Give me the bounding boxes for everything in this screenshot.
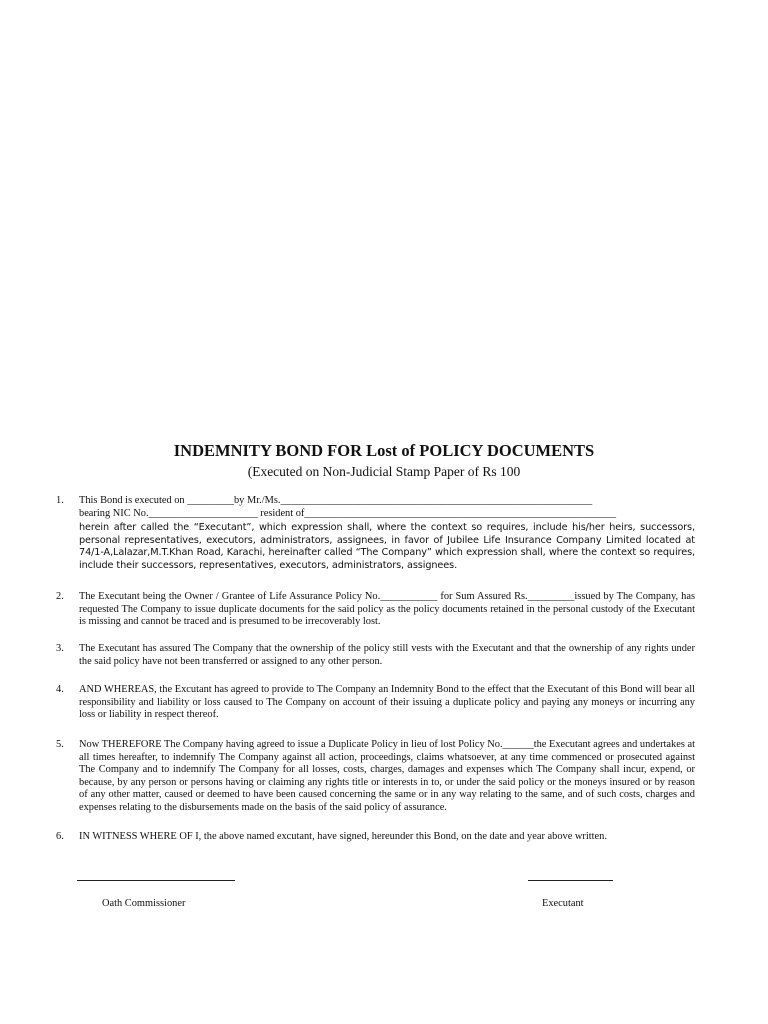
clause-number: 2. <box>56 591 64 602</box>
clause-1-line-2: bearing NIC No._____________________ resident of____________________________________________________________ <box>79 507 617 519</box>
oath-commissioner-label: Oath Commissioner <box>102 898 186 909</box>
clause-body: Now THEREFORE The Company having agreed to issue a Duplicate Policy in lieu of lost Policy No.______the Executant agrees and undertakes at all times hereafter, to indemnify The Company against all action, proceedings, claims whatsoever, at any time commenced or prosecuted against The Company and to indemnify The Company for all losses, costs, charges, damages and expenses which The Company shall incur, expend, or because, by any person or persons having or claiming any rights title or interests in to, or under the said policy or the moneys insured or by reason of any other matter, caused or deemed to have been caused concerning the same or in any way relating to the same, and of such costs, charges and expenses relating to the disbursements made on the basis of the said policy of assurance. <box>79 739 695 813</box>
clause-number: 6. <box>56 831 64 842</box>
document-subtitle: (Executed on Non-Judicial Stamp Paper of Rs 100 <box>247 464 521 479</box>
clause-number: 5. <box>56 739 64 750</box>
clause-body: IN WITNESS WHERE OF I, the above named excutant, have signed, hereunder this Bond, on the date and year above written. <box>79 831 607 842</box>
executant-label: Executant <box>542 898 584 909</box>
clause-number: 3. <box>56 643 64 654</box>
clause-body <box>79 495 695 573</box>
clause-number: 1. <box>56 495 64 506</box>
clause-1-text: herein after called the “Executant”, which expression shall, where the context so requires, include his/her heirs, successors, personal representatives, executors, administrators, assignees, in favor of Jubilee Life Insurance Company Limited located at 74/1-A,Lalazar,M.T.Khan Road, Karachi, hereinafter called “The Company” which expression shall, where the context so requires, include their successors, representatives, executors, administrators, assignees. <box>79 522 695 571</box>
document-title: INDEMNITY BOND FOR Lost of POLICY DOCUMENTS <box>173 441 595 460</box>
clause-1-line-1: This Bond is executed on _________by Mr./Ms.____________________________________________________________ <box>79 495 593 506</box>
executant-signature-line <box>528 880 613 881</box>
clause-body: The Executant being the Owner / Grantee of Life Assurance Policy No.___________ for Sum Assured Rs._________issued by The Company, has requested The Company to issue duplicate documents for the said policy as the policy documents retained in the personal custody of the Executant is missing and cannot be traced and is presumed to be irrecoverably lost. <box>79 591 695 628</box>
clause-number: 4. <box>56 684 64 695</box>
clause-body: AND WHEREAS, the Excutant has agreed to provide to The Company an Indemnity Bond to the effect that the Executant of this Bond will bear all responsibility and liability or loss caused to The Company on account of their issuing a duplicate policy and paying any moneys or incurring any loss or liability in respect thereof. <box>79 684 695 721</box>
clause-body: The Executant has assured The Company that the ownership of the policy still vests with the Executant and that the ownership of any rights under the said policy have not been transferred or assigned to any other person. <box>79 643 695 667</box>
oath-commissioner-signature-line <box>77 880 235 881</box>
clause-1-line-3 <box>79 522 695 572</box>
